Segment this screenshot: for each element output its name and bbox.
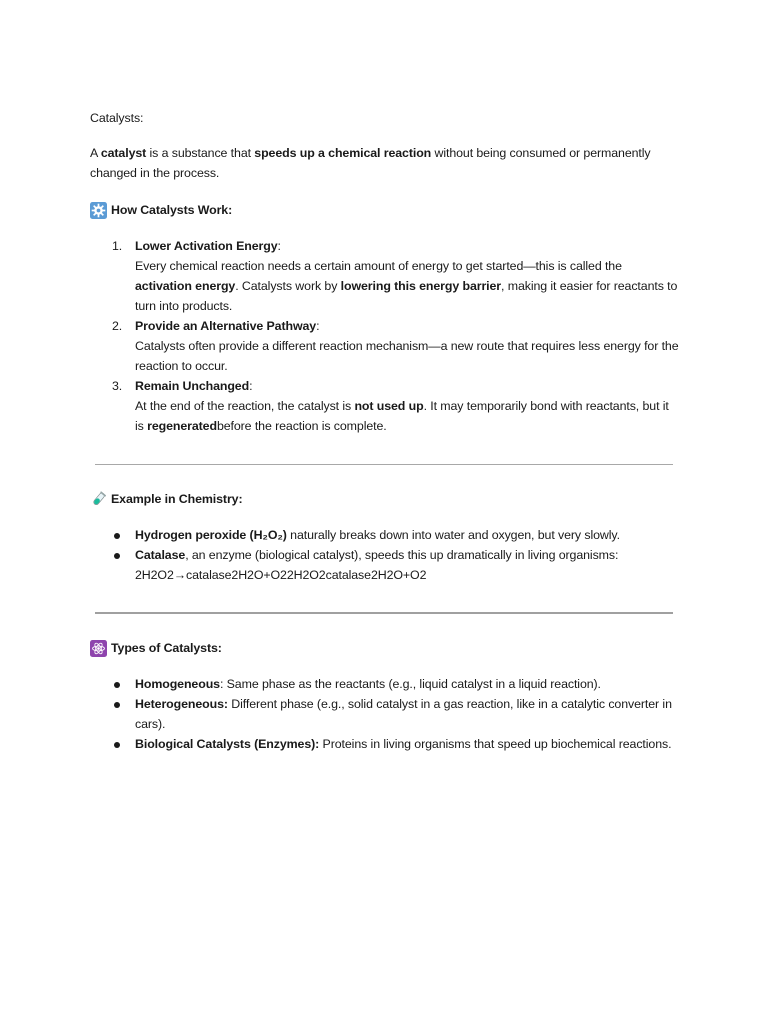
example-list	[90, 525, 690, 585]
intro-text: is a substance that	[146, 146, 255, 160]
section-heading-text: Types of Catalysts:	[111, 641, 222, 655]
section-heading-example	[90, 489, 243, 509]
list-item	[90, 525, 690, 545]
step-colon: :	[316, 319, 320, 333]
step-title: Remain Unchanged	[135, 379, 250, 393]
item-text: : Same phase as the reactants (e.g., liquid catalyst in a liquid reaction).	[219, 677, 601, 691]
chemical-equation: 2H2O2→catalase2H2O+O22H2O2catalase2H2O+O2	[135, 568, 427, 582]
gear-icon	[90, 202, 107, 219]
item-bold: Homogeneous	[135, 677, 220, 691]
section-heading-text: How Catalysts Work:	[111, 203, 233, 217]
item-text: naturally breaks down into water and oxygen, but very slowly.	[286, 528, 620, 542]
list-item	[90, 376, 680, 436]
step-bold: activation energy	[135, 279, 236, 293]
list-item	[90, 316, 680, 376]
item-bold: Heterogeneous:	[135, 697, 228, 711]
test-tube-icon	[90, 491, 107, 508]
horizontal-divider	[95, 464, 673, 465]
steps-list	[90, 236, 680, 436]
document-title: Catalysts:	[90, 111, 144, 125]
step-text: . Catalysts work by	[235, 279, 341, 293]
step-bold: lowering this energy barrier	[340, 279, 502, 293]
list-item	[90, 236, 680, 316]
section-heading-text: Example in Chemistry:	[111, 492, 243, 506]
item-bold: Catalase	[135, 548, 186, 562]
list-number: 3.	[112, 379, 123, 393]
step-title: Lower Activation Energy	[135, 239, 278, 253]
bullet-icon	[114, 533, 120, 539]
intro-bold-phrase: speeds up a chemical reaction	[254, 146, 432, 160]
list-item	[90, 734, 690, 754]
step-bold: regenerated	[147, 419, 217, 433]
bullet-icon	[114, 742, 120, 748]
item-bold: Hydrogen peroxide (H₂O₂)	[135, 528, 287, 542]
bullet-icon	[114, 553, 120, 559]
item-text: , an enzyme (biological catalyst), speeds this up dramatically in living organisms:	[185, 548, 619, 562]
step-colon: :	[277, 239, 281, 253]
step-text: Every chemical reaction needs a certain amount of energy to get started—this is called the	[135, 259, 622, 273]
list-number: 1.	[112, 239, 123, 253]
step-bold: not used up	[354, 399, 424, 413]
step-colon: :	[249, 379, 253, 393]
atom-icon	[90, 640, 107, 657]
list-item	[90, 545, 690, 585]
list-item	[90, 694, 690, 734]
step-text: . It may temporarily bond with reactants, but it is	[135, 399, 669, 433]
section-heading-types	[90, 638, 222, 658]
intro-paragraph	[90, 143, 680, 183]
list-number: 2.	[112, 319, 123, 333]
step-text: At the end of the reaction, the catalyst is	[135, 399, 355, 413]
step-text: before the reaction is complete.	[216, 419, 387, 433]
list-item	[90, 674, 690, 694]
step-title: Provide an Alternative Pathway	[135, 319, 317, 333]
step-text: , making it easier for reactants to turn into products.	[135, 279, 678, 313]
bullet-icon	[114, 682, 120, 688]
item-bold: Biological Catalysts (Enzymes):	[135, 737, 320, 751]
types-list	[90, 674, 690, 754]
horizontal-divider	[95, 612, 673, 614]
intro-text: without being consumed or permanently changed in the process.	[90, 146, 651, 180]
item-text: Different phase (e.g., solid catalyst in a gas reaction, like in a catalytic converter in cars).	[135, 697, 672, 731]
bullet-icon	[114, 702, 120, 708]
intro-bold-term: catalyst	[100, 146, 147, 160]
item-text: Proteins in living organisms that speed up biochemical reactions.	[319, 737, 672, 751]
intro-text: A	[90, 146, 101, 160]
section-heading-how-catalysts-work	[90, 200, 232, 220]
step-text: Catalysts often provide a different reaction mechanism—a new route that requires less energy for the reaction to occur.	[135, 339, 679, 373]
